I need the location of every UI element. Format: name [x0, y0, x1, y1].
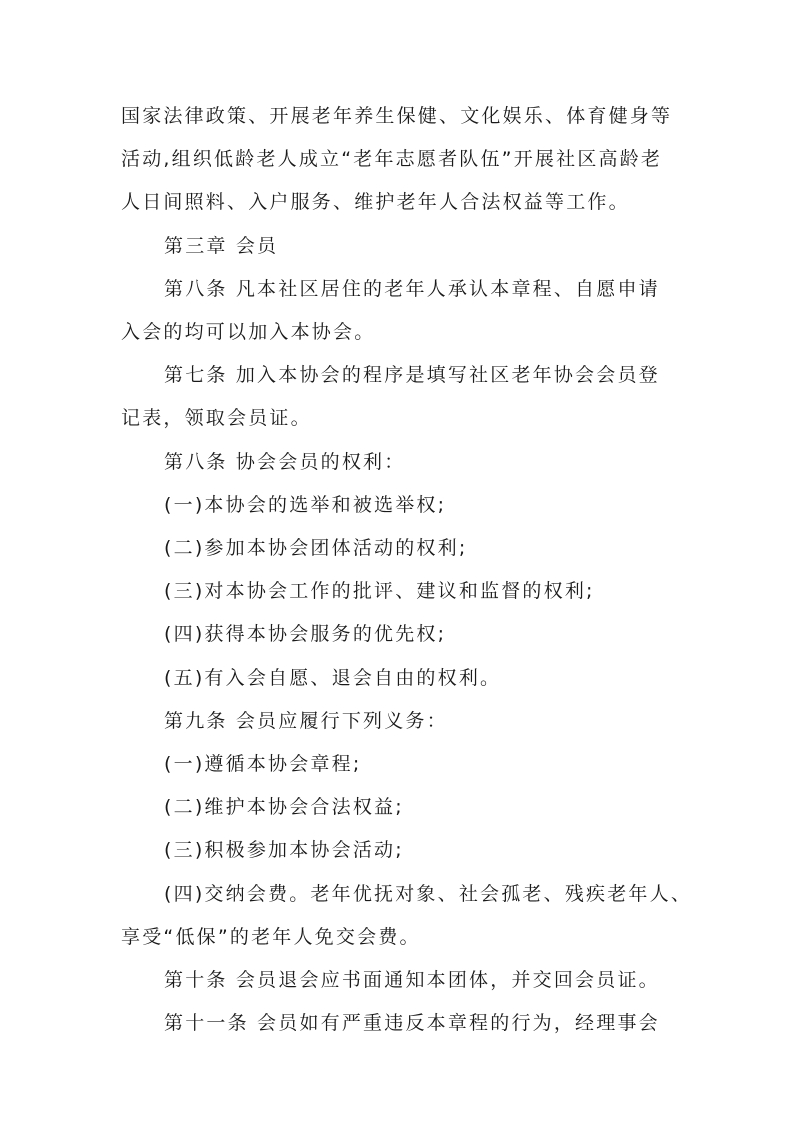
- document-body: [121, 95, 693, 1045]
- article-line: 第八条 凡本社区居住的老年人承认本章程、自愿申请: [164, 277, 660, 300]
- list-item: (二)参加本协会团体活动的权利;: [164, 537, 468, 560]
- article-line: 第十一条 会员如有严重违反本章程的行为，经理事会: [164, 1012, 660, 1035]
- article-line: 第十条 会员退会应书面通知本团体，并交回会员证。: [164, 969, 660, 992]
- text-line: 享受“低保”的老年人免交会费。: [121, 925, 421, 948]
- list-item: (五)有入会自愿、退会自由的权利。: [164, 666, 502, 689]
- list-item: (四)交纳会费。老年优抚对象、社会孤老、残疾老年人、: [164, 882, 693, 905]
- article-line: 第九条 会员应履行下列义务：: [164, 709, 448, 732]
- text-line: 活动,组织低龄老人成立“老年志愿者队伍”开展社区高龄老: [121, 148, 663, 171]
- list-item: (三)积极参加本协会活动;: [164, 839, 404, 862]
- text-line: 记表，领取会员证。: [121, 407, 312, 430]
- article-line: 第八条 协会会员的权利：: [164, 450, 406, 473]
- text-line: 入会的均可以加入本协会。: [121, 321, 376, 344]
- list-item: (四)获得本协会服务的优先权;: [164, 623, 447, 646]
- article-line: 第七条 加入本协会的程序是填写社区老年协会会员登: [164, 364, 660, 387]
- text-line: 人日间照料、入户服务、维护老年人合法权益等工作。: [121, 191, 630, 214]
- list-item: (三)对本协会工作的批评、建议和监督的权利;: [164, 580, 595, 603]
- list-item: (一)本协会的选举和被选举权;: [164, 493, 447, 516]
- text-line: 国家法律政策、开展老年养生保健、文化娱乐、体育健身等: [121, 105, 673, 127]
- list-item: (二)维护本协会合法权益;: [164, 796, 404, 819]
- list-item: (一)遵循本协会章程;: [164, 753, 362, 776]
- chapter-heading: 第三章 会员: [164, 234, 279, 257]
